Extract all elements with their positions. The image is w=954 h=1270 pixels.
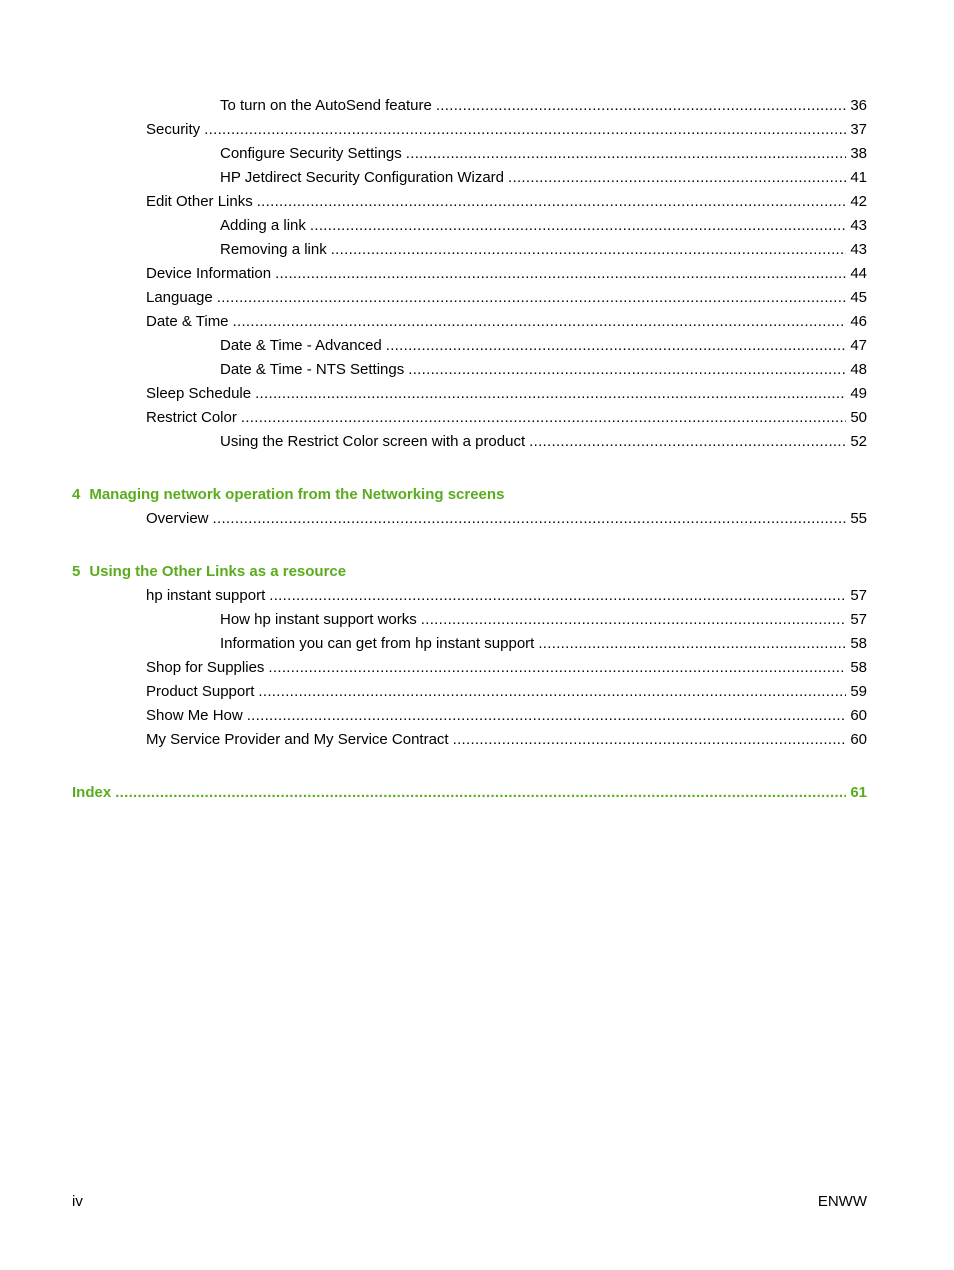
toc-entry[interactable]	[220, 629, 867, 653]
toc-entry-title: Date & Time - NTS Settings	[220, 361, 405, 378]
dot-leader	[255, 385, 846, 403]
toc-entry-title: Adding a link	[220, 217, 306, 234]
toc-entry[interactable]	[220, 427, 867, 451]
toc-entry-page: 50	[850, 409, 867, 426]
toc-entry-page: 41	[850, 169, 867, 186]
toc-entry-title: Date & Time - Advanced	[220, 337, 382, 354]
toc-entry[interactable]	[220, 163, 867, 187]
dot-leader	[257, 193, 847, 211]
toc-entry[interactable]	[146, 725, 867, 749]
toc-entry-page: 38	[850, 145, 867, 162]
dot-leader	[508, 169, 846, 187]
toc-entry[interactable]	[220, 235, 867, 259]
toc-entry-page: 58	[850, 659, 867, 676]
toc-entry-title: Index	[72, 784, 112, 801]
toc-entry-title: Configure Security Settings	[220, 145, 402, 162]
toc-entry-page: 52	[850, 433, 867, 450]
toc-entry[interactable]	[146, 259, 867, 283]
toc-entry-title: Using the Restrict Color screen with a product	[220, 433, 526, 450]
toc-entry-page: 43	[850, 217, 867, 234]
toc-entry-page: 55	[850, 510, 867, 527]
toc-entry[interactable]	[146, 701, 867, 725]
dot-leader	[258, 683, 846, 701]
chapter-title: Using the Other Links as a resource	[89, 563, 347, 580]
toc-entry-page: 48	[850, 361, 867, 378]
toc-entry-page: 42	[850, 193, 867, 210]
dot-leader	[269, 587, 846, 605]
toc-entry-page: 36	[850, 97, 867, 114]
toc-entry-page: 45	[850, 289, 867, 306]
toc-entry-title: Overview	[146, 510, 209, 527]
toc-entry-title: Shop for Supplies	[146, 659, 265, 676]
toc-entry-page: 37	[850, 121, 867, 138]
toc-entry-title: HP Jetdirect Security Configuration Wizard	[220, 169, 505, 186]
dot-leader	[436, 97, 846, 115]
dot-leader	[268, 659, 846, 677]
dot-leader	[275, 265, 846, 283]
toc-entry-page: 46	[850, 313, 867, 330]
toc-entry-title: Language	[146, 289, 213, 306]
chapter-number: 4	[72, 486, 81, 503]
toc-entry-page: 59	[850, 683, 867, 700]
toc-entry-page: 57	[850, 611, 867, 628]
toc-entry[interactable]	[146, 115, 867, 139]
toc-entry[interactable]	[220, 211, 867, 235]
toc-entry[interactable]	[220, 139, 867, 163]
toc-entry-title: Show Me How	[146, 707, 243, 724]
chapter-title: Managing network operation from the Networking screens	[89, 486, 505, 503]
toc-entry[interactable]	[146, 307, 867, 331]
dot-leader	[406, 145, 847, 163]
toc-entry-title: To turn on the AutoSend feature	[220, 97, 432, 114]
dot-leader	[213, 510, 847, 528]
toc-entry[interactable]	[220, 355, 867, 379]
toc-entry[interactable]	[220, 605, 867, 629]
toc-entry[interactable]	[146, 283, 867, 307]
toc-entry-page: 58	[850, 635, 867, 652]
chapter-number: 5	[72, 563, 81, 580]
toc-entry-page: 61	[850, 784, 867, 801]
dot-leader	[331, 241, 847, 259]
chapter-heading[interactable]	[72, 563, 346, 581]
toc-entry-page: 44	[850, 265, 867, 282]
toc-entry-page: 60	[850, 731, 867, 748]
toc-entry-title: My Service Provider and My Service Contract	[146, 731, 449, 748]
toc-entry-title: Removing a link	[220, 241, 327, 258]
toc-entry-title: Information you can get from hp instant support	[220, 635, 535, 652]
toc-entry[interactable]	[146, 653, 867, 677]
dot-leader	[529, 433, 846, 451]
toc-entry-page: 60	[850, 707, 867, 724]
toc-entry-title: Sleep Schedule	[146, 385, 252, 402]
footer-page-number: iv	[72, 1193, 83, 1210]
toc-entry[interactable]	[146, 187, 867, 211]
toc-entry-page: 57	[850, 587, 867, 604]
toc-entry-page: 43	[850, 241, 867, 258]
toc-entry-title: hp instant support	[146, 587, 266, 604]
toc-entry-title: Product Support	[146, 683, 255, 700]
dot-leader	[233, 313, 847, 331]
dot-leader	[115, 784, 846, 802]
toc-entry-page: 49	[850, 385, 867, 402]
dot-leader	[217, 289, 847, 307]
toc-entry[interactable]	[146, 677, 867, 701]
toc-index-entry[interactable]	[72, 778, 867, 802]
dot-leader	[386, 337, 847, 355]
toc-entry[interactable]	[146, 581, 867, 605]
dot-leader	[310, 217, 846, 235]
chapter-heading[interactable]	[72, 486, 504, 504]
toc-entry[interactable]	[220, 91, 867, 115]
toc-entry-title: Device Information	[146, 265, 272, 282]
dot-leader	[247, 707, 847, 725]
toc-entry[interactable]	[146, 403, 867, 427]
toc-entry[interactable]	[220, 331, 867, 355]
toc-entry-title: Date & Time	[146, 313, 229, 330]
dot-leader	[241, 409, 846, 427]
toc-entry-title: How hp instant support works	[220, 611, 417, 628]
toc-entry[interactable]	[146, 504, 867, 528]
toc-entry-title: Restrict Color	[146, 409, 237, 426]
toc-entry[interactable]	[146, 379, 867, 403]
dot-leader	[421, 611, 847, 629]
dot-leader	[408, 361, 846, 379]
toc-entry-page: 47	[850, 337, 867, 354]
footer-code: ENWW	[817, 1193, 867, 1210]
dot-leader	[538, 635, 846, 653]
dot-leader	[453, 731, 847, 749]
dot-leader	[204, 121, 846, 139]
toc-entry-title: Edit Other Links	[146, 193, 253, 210]
toc-entry-title: Security	[146, 121, 201, 138]
